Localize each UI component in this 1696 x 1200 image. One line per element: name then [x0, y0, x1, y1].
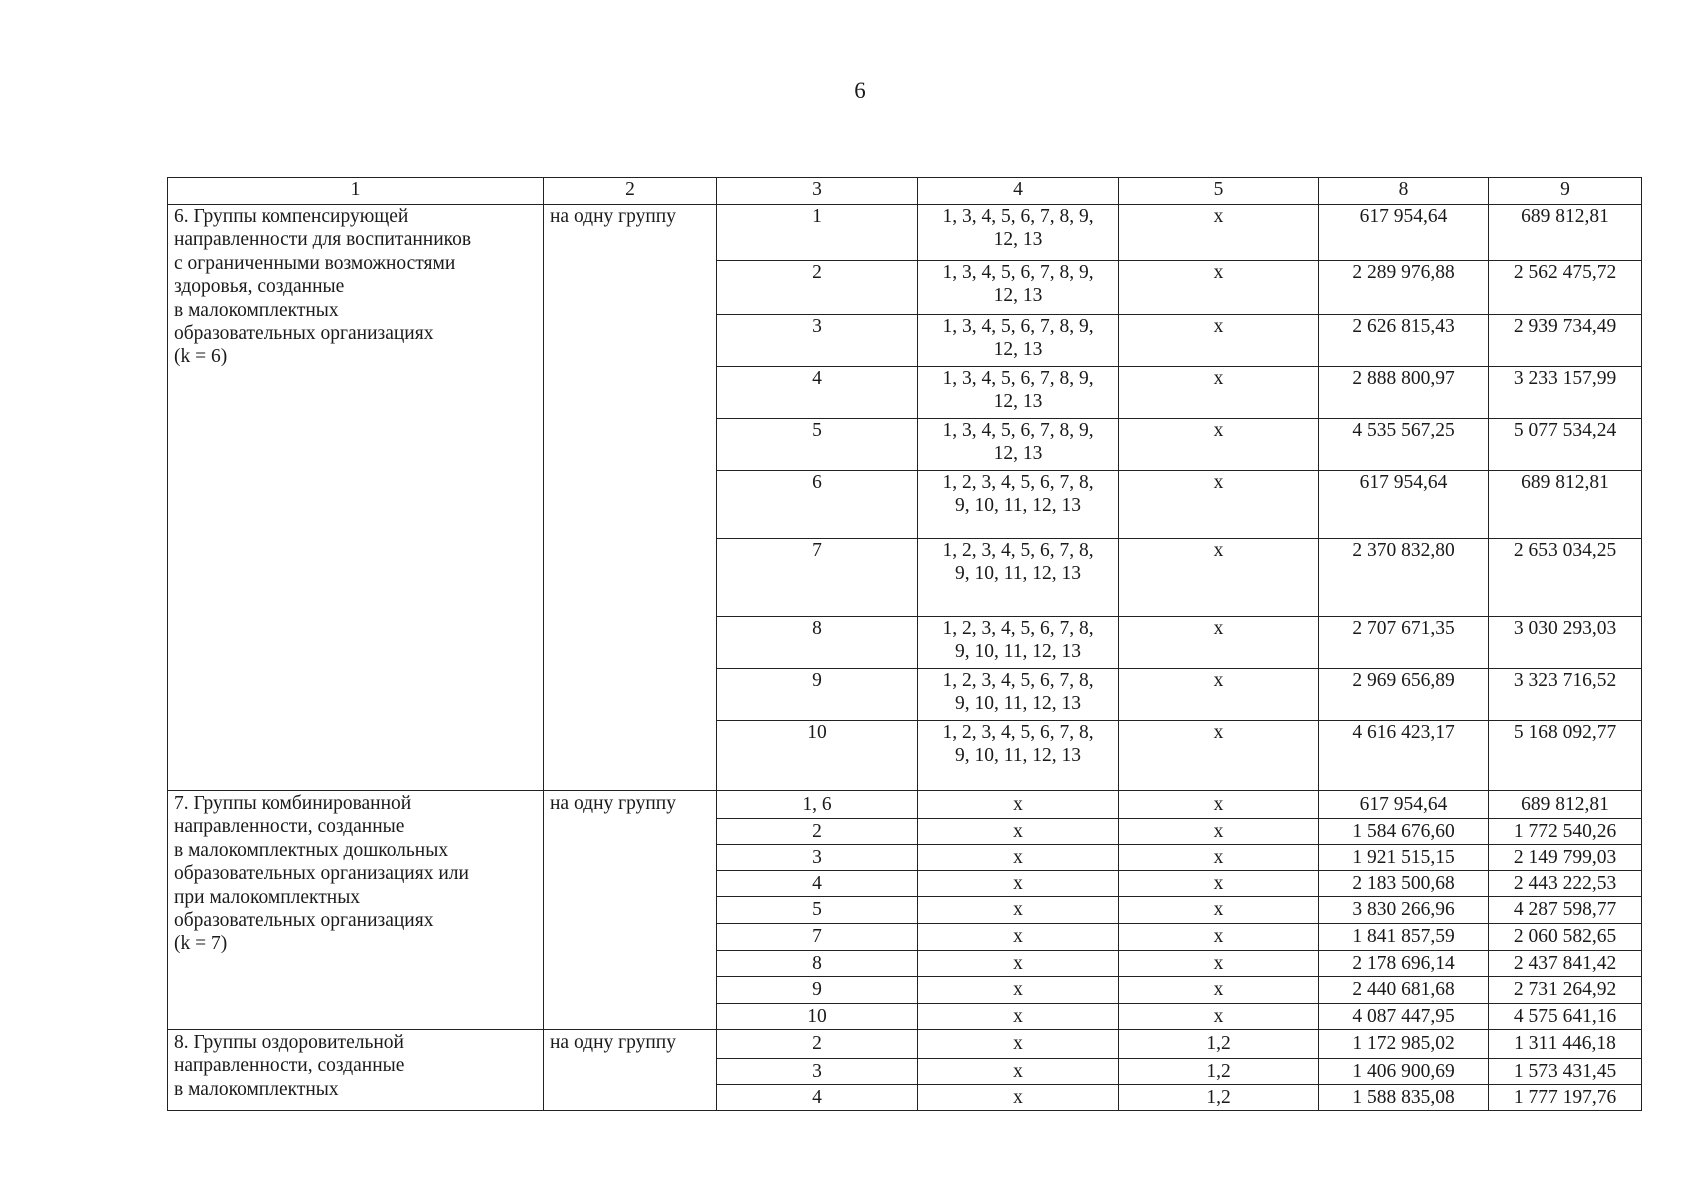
value-cell: 2 437 841,42 — [1489, 951, 1642, 977]
mark-cell: x — [1119, 977, 1319, 1004]
number-cell: 7 — [717, 539, 918, 617]
value-cell: 1 584 676,60 — [1319, 819, 1489, 845]
value-cell: 3 030 293,03 — [1489, 617, 1642, 669]
value-cell: 2 060 582,65 — [1489, 924, 1642, 951]
codes-cell — [918, 261, 1119, 315]
value-cell: 2 183 500,68 — [1319, 871, 1489, 897]
codes-line: 1, 2, 3, 4, 5, 6, 7, 8, — [942, 472, 1094, 493]
unit-cell: на одну группу — [544, 1030, 717, 1111]
value-cell: 1 841 857,59 — [1319, 924, 1489, 951]
mark-cell: x — [1119, 205, 1319, 261]
codes-cell — [918, 721, 1119, 791]
value-cell: 617 954,64 — [1319, 791, 1489, 819]
column-header: 5 — [1119, 178, 1319, 205]
mark-cell: x — [1119, 845, 1319, 871]
group-name-line: направленности, созданные — [174, 816, 405, 838]
value-cell: 2 149 799,03 — [1489, 845, 1642, 871]
group-name-line: здоровья, созданные — [174, 276, 345, 298]
table-row — [168, 1030, 1642, 1059]
value-cell: 2 939 734,49 — [1489, 315, 1642, 367]
codes-line: 1, 3, 4, 5, 6, 7, 8, 9, — [942, 316, 1094, 337]
column-header: 4 — [918, 178, 1119, 205]
value-cell: 1 921 515,15 — [1319, 845, 1489, 871]
value-cell: 2 707 671,35 — [1319, 617, 1489, 669]
group-name-line: образовательных организациях или — [174, 863, 469, 885]
number-cell: 3 — [717, 315, 918, 367]
value-cell: 1 573 431,45 — [1489, 1059, 1642, 1085]
mark-cell: x — [918, 977, 1119, 1004]
codes-line: 12, 13 — [993, 339, 1043, 361]
value-cell: 2 178 696,14 — [1319, 951, 1489, 977]
codes-line: 1, 2, 3, 4, 5, 6, 7, 8, — [942, 618, 1094, 639]
table-row — [168, 205, 1642, 261]
value-cell: 5 168 092,77 — [1489, 721, 1642, 791]
codes-line: 9, 10, 11, 12, 13 — [954, 563, 1082, 585]
number-cell: 2 — [717, 261, 918, 315]
value-cell: 617 954,64 — [1319, 205, 1489, 261]
value-cell: 689 812,81 — [1489, 471, 1642, 539]
mark-cell: x — [1119, 617, 1319, 669]
codes-line: 12, 13 — [993, 229, 1043, 251]
value-cell: 617 954,64 — [1319, 471, 1489, 539]
number-cell: 1 — [717, 205, 918, 261]
group-name-line: 8. Группы оздоровительной — [174, 1032, 404, 1053]
column-header: 9 — [1489, 178, 1642, 205]
column-header: 1 — [168, 178, 544, 205]
unit-cell: на одну группу — [544, 205, 717, 791]
number-cell: 8 — [717, 617, 918, 669]
codes-line: 12, 13 — [993, 285, 1043, 307]
group-name-line: в малокомплектных — [174, 1078, 339, 1100]
mark-cell: x — [1119, 871, 1319, 897]
mark-cell: 1,2 — [1119, 1085, 1319, 1111]
codes-line: 9, 10, 11, 12, 13 — [954, 745, 1082, 767]
codes-cell — [918, 669, 1119, 721]
number-cell: 9 — [717, 669, 918, 721]
value-cell: 4 616 423,17 — [1319, 721, 1489, 791]
value-cell: 2 443 222,53 — [1489, 871, 1642, 897]
mark-cell: x — [1119, 315, 1319, 367]
value-cell: 2 440 681,68 — [1319, 977, 1489, 1004]
mark-cell: x — [918, 791, 1119, 819]
mark-cell: x — [918, 924, 1119, 951]
value-cell: 1 588 835,08 — [1319, 1085, 1489, 1111]
codes-line: 1, 2, 3, 4, 5, 6, 7, 8, — [942, 670, 1094, 691]
value-cell: 2 562 475,72 — [1489, 261, 1642, 315]
group-name — [168, 205, 544, 791]
value-cell: 2 888 800,97 — [1319, 367, 1489, 419]
mark-cell: x — [918, 845, 1119, 871]
value-cell: 3 323 716,52 — [1489, 669, 1642, 721]
value-cell: 4 087 447,95 — [1319, 1004, 1489, 1030]
codes-cell — [918, 419, 1119, 471]
mark-cell: x — [1119, 897, 1319, 924]
number-cell: 6 — [717, 471, 918, 539]
group-name-line: 7. Группы комбинированной — [174, 793, 412, 814]
codes-cell — [918, 539, 1119, 617]
page-number: 6 — [854, 78, 866, 103]
number-cell: 3 — [717, 1059, 918, 1085]
group-name-line: направленности, созданные — [174, 1055, 405, 1077]
codes-cell — [918, 315, 1119, 367]
mark-cell: 1,2 — [1119, 1059, 1319, 1085]
unit-cell: на одну группу — [544, 791, 717, 1030]
value-cell: 689 812,81 — [1489, 791, 1642, 819]
codes-line: 9, 10, 11, 12, 13 — [954, 641, 1082, 663]
codes-line: 1, 2, 3, 4, 5, 6, 7, 8, — [942, 722, 1094, 743]
codes-line: 12, 13 — [993, 391, 1043, 413]
value-cell: 4 535 567,25 — [1319, 419, 1489, 471]
group-name — [168, 1030, 544, 1111]
table-row — [168, 791, 1642, 819]
codes-line: 9, 10, 11, 12, 13 — [954, 693, 1082, 715]
mark-cell: x — [1119, 471, 1319, 539]
number-cell: 8 — [717, 951, 918, 977]
value-cell: 1 172 985,02 — [1319, 1030, 1489, 1059]
tariff-table — [167, 177, 1642, 1111]
mark-cell: x — [1119, 924, 1319, 951]
mark-cell: x — [918, 871, 1119, 897]
value-cell: 689 812,81 — [1489, 205, 1642, 261]
value-cell: 3 233 157,99 — [1489, 367, 1642, 419]
number-cell: 2 — [717, 1030, 918, 1059]
value-cell: 2 969 656,89 — [1319, 669, 1489, 721]
mark-cell: x — [1119, 539, 1319, 617]
number-cell: 9 — [717, 977, 918, 1004]
group-name — [168, 791, 544, 1030]
value-cell: 4 575 641,16 — [1489, 1004, 1642, 1030]
column-header: 3 — [717, 178, 918, 205]
number-cell: 7 — [717, 924, 918, 951]
value-cell: 2 653 034,25 — [1489, 539, 1642, 617]
group-name-line: образовательных организациях — [174, 322, 434, 344]
codes-line: 1, 3, 4, 5, 6, 7, 8, 9, — [942, 206, 1094, 227]
value-cell: 1 406 900,69 — [1319, 1059, 1489, 1085]
codes-cell — [918, 471, 1119, 539]
value-cell: 2 370 832,80 — [1319, 539, 1489, 617]
codes-cell — [918, 367, 1119, 419]
mark-cell: x — [918, 1030, 1119, 1059]
number-cell: 5 — [717, 419, 918, 471]
mark-cell: x — [918, 897, 1119, 924]
codes-line: 1, 3, 4, 5, 6, 7, 8, 9, — [942, 420, 1094, 441]
mark-cell: x — [918, 1059, 1119, 1085]
mark-cell: x — [1119, 819, 1319, 845]
group-name-line: при малокомплектных — [174, 886, 361, 908]
number-cell: 5 — [717, 897, 918, 924]
mark-cell: x — [918, 1085, 1119, 1111]
column-header: 8 — [1319, 178, 1489, 205]
value-cell: 2 626 815,43 — [1319, 315, 1489, 367]
group-name-line: направленности для воспитанников — [174, 229, 472, 251]
group-name-line: (k = 6) — [174, 346, 228, 368]
mark-cell: 1,2 — [1119, 1030, 1319, 1059]
value-cell: 2 289 976,88 — [1319, 261, 1489, 315]
column-header: 2 — [544, 178, 717, 205]
mark-cell: x — [918, 1004, 1119, 1030]
number-cell: 4 — [717, 1085, 918, 1111]
value-cell: 5 077 534,24 — [1489, 419, 1642, 471]
number-cell: 1, 6 — [717, 791, 918, 819]
value-cell: 1 311 446,18 — [1489, 1030, 1642, 1059]
mark-cell: x — [1119, 1004, 1319, 1030]
mark-cell: x — [1119, 367, 1319, 419]
mark-cell: x — [1119, 951, 1319, 977]
mark-cell: x — [1119, 791, 1319, 819]
number-cell: 10 — [717, 721, 918, 791]
number-cell: 10 — [717, 1004, 918, 1030]
mark-cell: x — [1119, 669, 1319, 721]
header-row — [168, 178, 1642, 205]
codes-cell — [918, 617, 1119, 669]
codes-line: 9, 10, 11, 12, 13 — [954, 495, 1082, 517]
number-cell: 4 — [717, 367, 918, 419]
group-name-line: образовательных организациях — [174, 909, 434, 931]
number-cell: 3 — [717, 845, 918, 871]
codes-line: 1, 2, 3, 4, 5, 6, 7, 8, — [942, 540, 1094, 561]
codes-cell — [918, 205, 1119, 261]
value-cell: 1 777 197,76 — [1489, 1085, 1642, 1111]
mark-cell: x — [918, 951, 1119, 977]
mark-cell: x — [1119, 419, 1319, 471]
group-name-line: в малокомплектных дошкольных — [174, 839, 449, 861]
group-name-line: в малокомплектных — [174, 299, 339, 321]
codes-line: 12, 13 — [993, 443, 1043, 465]
group-name-line: с ограниченными возможностями — [174, 252, 456, 274]
group-name-line: 6. Группы компенсирующей — [174, 206, 409, 227]
group-name-line: (k = 7) — [174, 933, 228, 955]
value-cell: 3 830 266,96 — [1319, 897, 1489, 924]
number-cell: 4 — [717, 871, 918, 897]
codes-line: 1, 3, 4, 5, 6, 7, 8, 9, — [942, 368, 1094, 389]
value-cell: 2 731 264,92 — [1489, 977, 1642, 1004]
mark-cell: x — [918, 819, 1119, 845]
mark-cell: x — [1119, 721, 1319, 791]
value-cell: 1 772 540,26 — [1489, 819, 1642, 845]
number-cell: 2 — [717, 819, 918, 845]
codes-line: 1, 3, 4, 5, 6, 7, 8, 9, — [942, 262, 1094, 283]
value-cell: 4 287 598,77 — [1489, 897, 1642, 924]
mark-cell: x — [1119, 261, 1319, 315]
